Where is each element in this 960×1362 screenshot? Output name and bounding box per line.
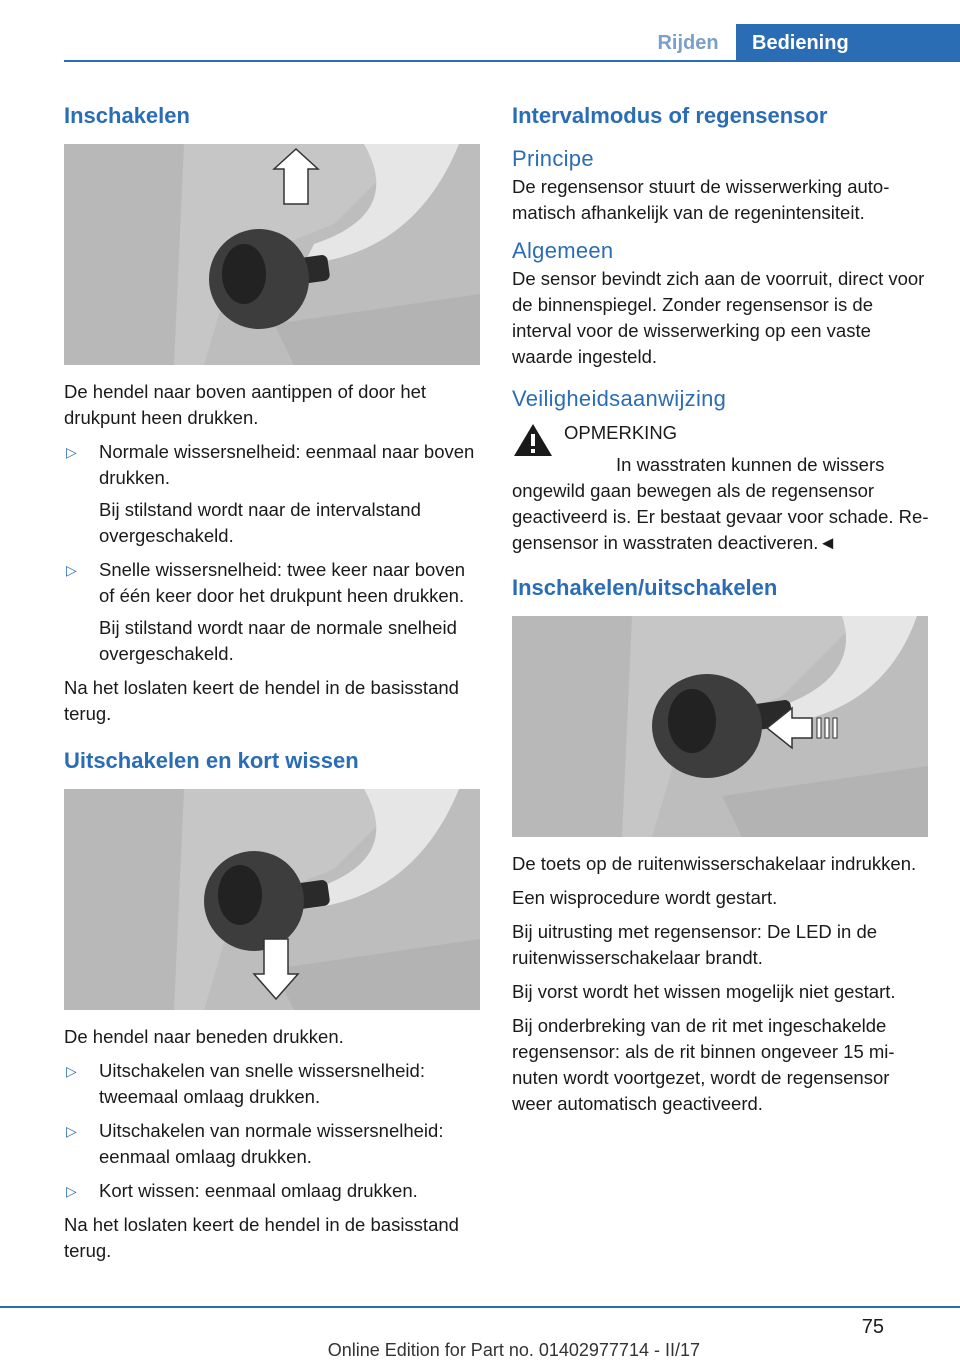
text-inschakelen-intro: De hendel naar boven aantippen of door het drukpunt heen drukken. — [64, 381, 427, 428]
heading-uitschakelen: Uitschakelen en kort wissen — [64, 748, 359, 773]
page-number: 75 — [861, 1316, 884, 1338]
text-principe: De regensensor stuurt de wisserwerking automatisch afhankelijk van de regenintensiteit. — [512, 176, 890, 223]
heading-algemeen: Algemeen — [512, 238, 614, 263]
text-algemeen: De sensor bevindt zich aan de voorruit, direct voor de binnenspiegel. Zonder regensensor is de interval voor de wisserwerking op een vaste waarde ingesteld. — [512, 268, 925, 367]
list-item — [64, 557, 482, 667]
triangle-right-icon: ▷ — [66, 1063, 77, 1079]
list-item — [64, 1058, 482, 1110]
text-vorst: Bij vorst wordt het wissen mogelijk niet gestart. — [512, 981, 896, 1002]
heading-inschakelen: Inschakelen — [64, 103, 190, 128]
footer-rule — [0, 1306, 960, 1308]
list-item-text: Uitschakelen van normale wissersnelheid: eenmaal omlaag drukken. — [99, 1120, 444, 1167]
heading-inschakelen-uitschakelen: Inschakelen/uitschakelen — [512, 575, 778, 600]
right-column — [512, 96, 930, 1125]
wiper-lever-down-illustration — [64, 789, 480, 1010]
header-rule — [64, 60, 960, 62]
list-item-text: Snelle wissersnelheid: twee keer naar boven of één keer door het drukpunt heen drukken. — [99, 559, 466, 606]
triangle-right-icon: ▷ — [66, 1183, 77, 1199]
warning-label: OPMERKING — [564, 422, 678, 443]
warning-note — [512, 420, 930, 556]
list-item-text: Normale wissersnelheid: eenmaal naar boven drukken. — [99, 441, 475, 488]
tab-bediening[interactable]: Bediening — [736, 24, 960, 62]
text-toets: De toets op de ruitenwisserschakelaar indrukken. — [512, 853, 917, 874]
left-column — [64, 96, 482, 1272]
triangle-right-icon: ▷ — [66, 562, 77, 578]
list-uitschakelen — [64, 1058, 482, 1204]
list-item-text: Kort wissen: eenmaal omlaag drukken. — [99, 1180, 418, 1201]
edition-note: Online Edition for Part no. 01402977714 - II/17 — [327, 1340, 700, 1360]
triangle-right-icon: ▷ — [66, 444, 77, 460]
heading-veiligheidsaanwijzing: Veiligheidsaanwijzing — [512, 386, 727, 411]
text-led: Bij uitrusting met regensensor: De LED in de ruitenwisserschakelaar brandt. — [512, 921, 878, 968]
warning-triangle-icon — [512, 422, 554, 458]
text-wisprocedure: Een wisprocedure wordt gestart. — [512, 887, 778, 908]
list-item — [64, 439, 482, 549]
list-item-note: Bij stilstand wordt naar de normale snelheid overgeschakeld. — [99, 617, 457, 664]
wiper-button-illustration — [512, 616, 928, 837]
list-inschakelen — [64, 439, 482, 667]
list-item-text: Uitschakelen van snelle wissersnelheid: tweemaal omlaag drukken. — [99, 1060, 425, 1107]
text-uitschakelen-intro: De hendel naar beneden drukken. — [64, 1026, 344, 1047]
text-onderbreking: Bij onderbreking van de rit met ingeschakelde regensensor: als de rit binnen ongeveer 15 minuten wordt voortgezet, wordt de regensensor weer automatisch geactiveerd. — [512, 1015, 895, 1114]
text-loslaten-2: Na het loslaten keert de hendel in de basisstand terug. — [64, 1214, 459, 1261]
list-item — [64, 1178, 482, 1204]
tab-rijden[interactable]: Rijden — [657, 31, 719, 54]
warning-text: In wasstraten kunnen de wissers ongewild gaan bewegen als de regensensor geactiveerd is. Er bestaat gevaar voor schade. Regensensor in wasstraten deactiveren.◄ — [512, 454, 929, 553]
list-item-note: Bij stilstand wordt naar de intervalstand overgeschakeld. — [99, 499, 421, 546]
list-item — [64, 1118, 482, 1170]
wiper-lever-up-illustration — [64, 144, 480, 365]
heading-principe: Principe — [512, 146, 594, 171]
heading-intervalmodus: Intervalmodus of regensensor — [512, 103, 828, 128]
text-loslaten: Na het loslaten keert de hendel in de basisstand terug. — [64, 677, 459, 724]
triangle-right-icon: ▷ — [66, 1123, 77, 1139]
